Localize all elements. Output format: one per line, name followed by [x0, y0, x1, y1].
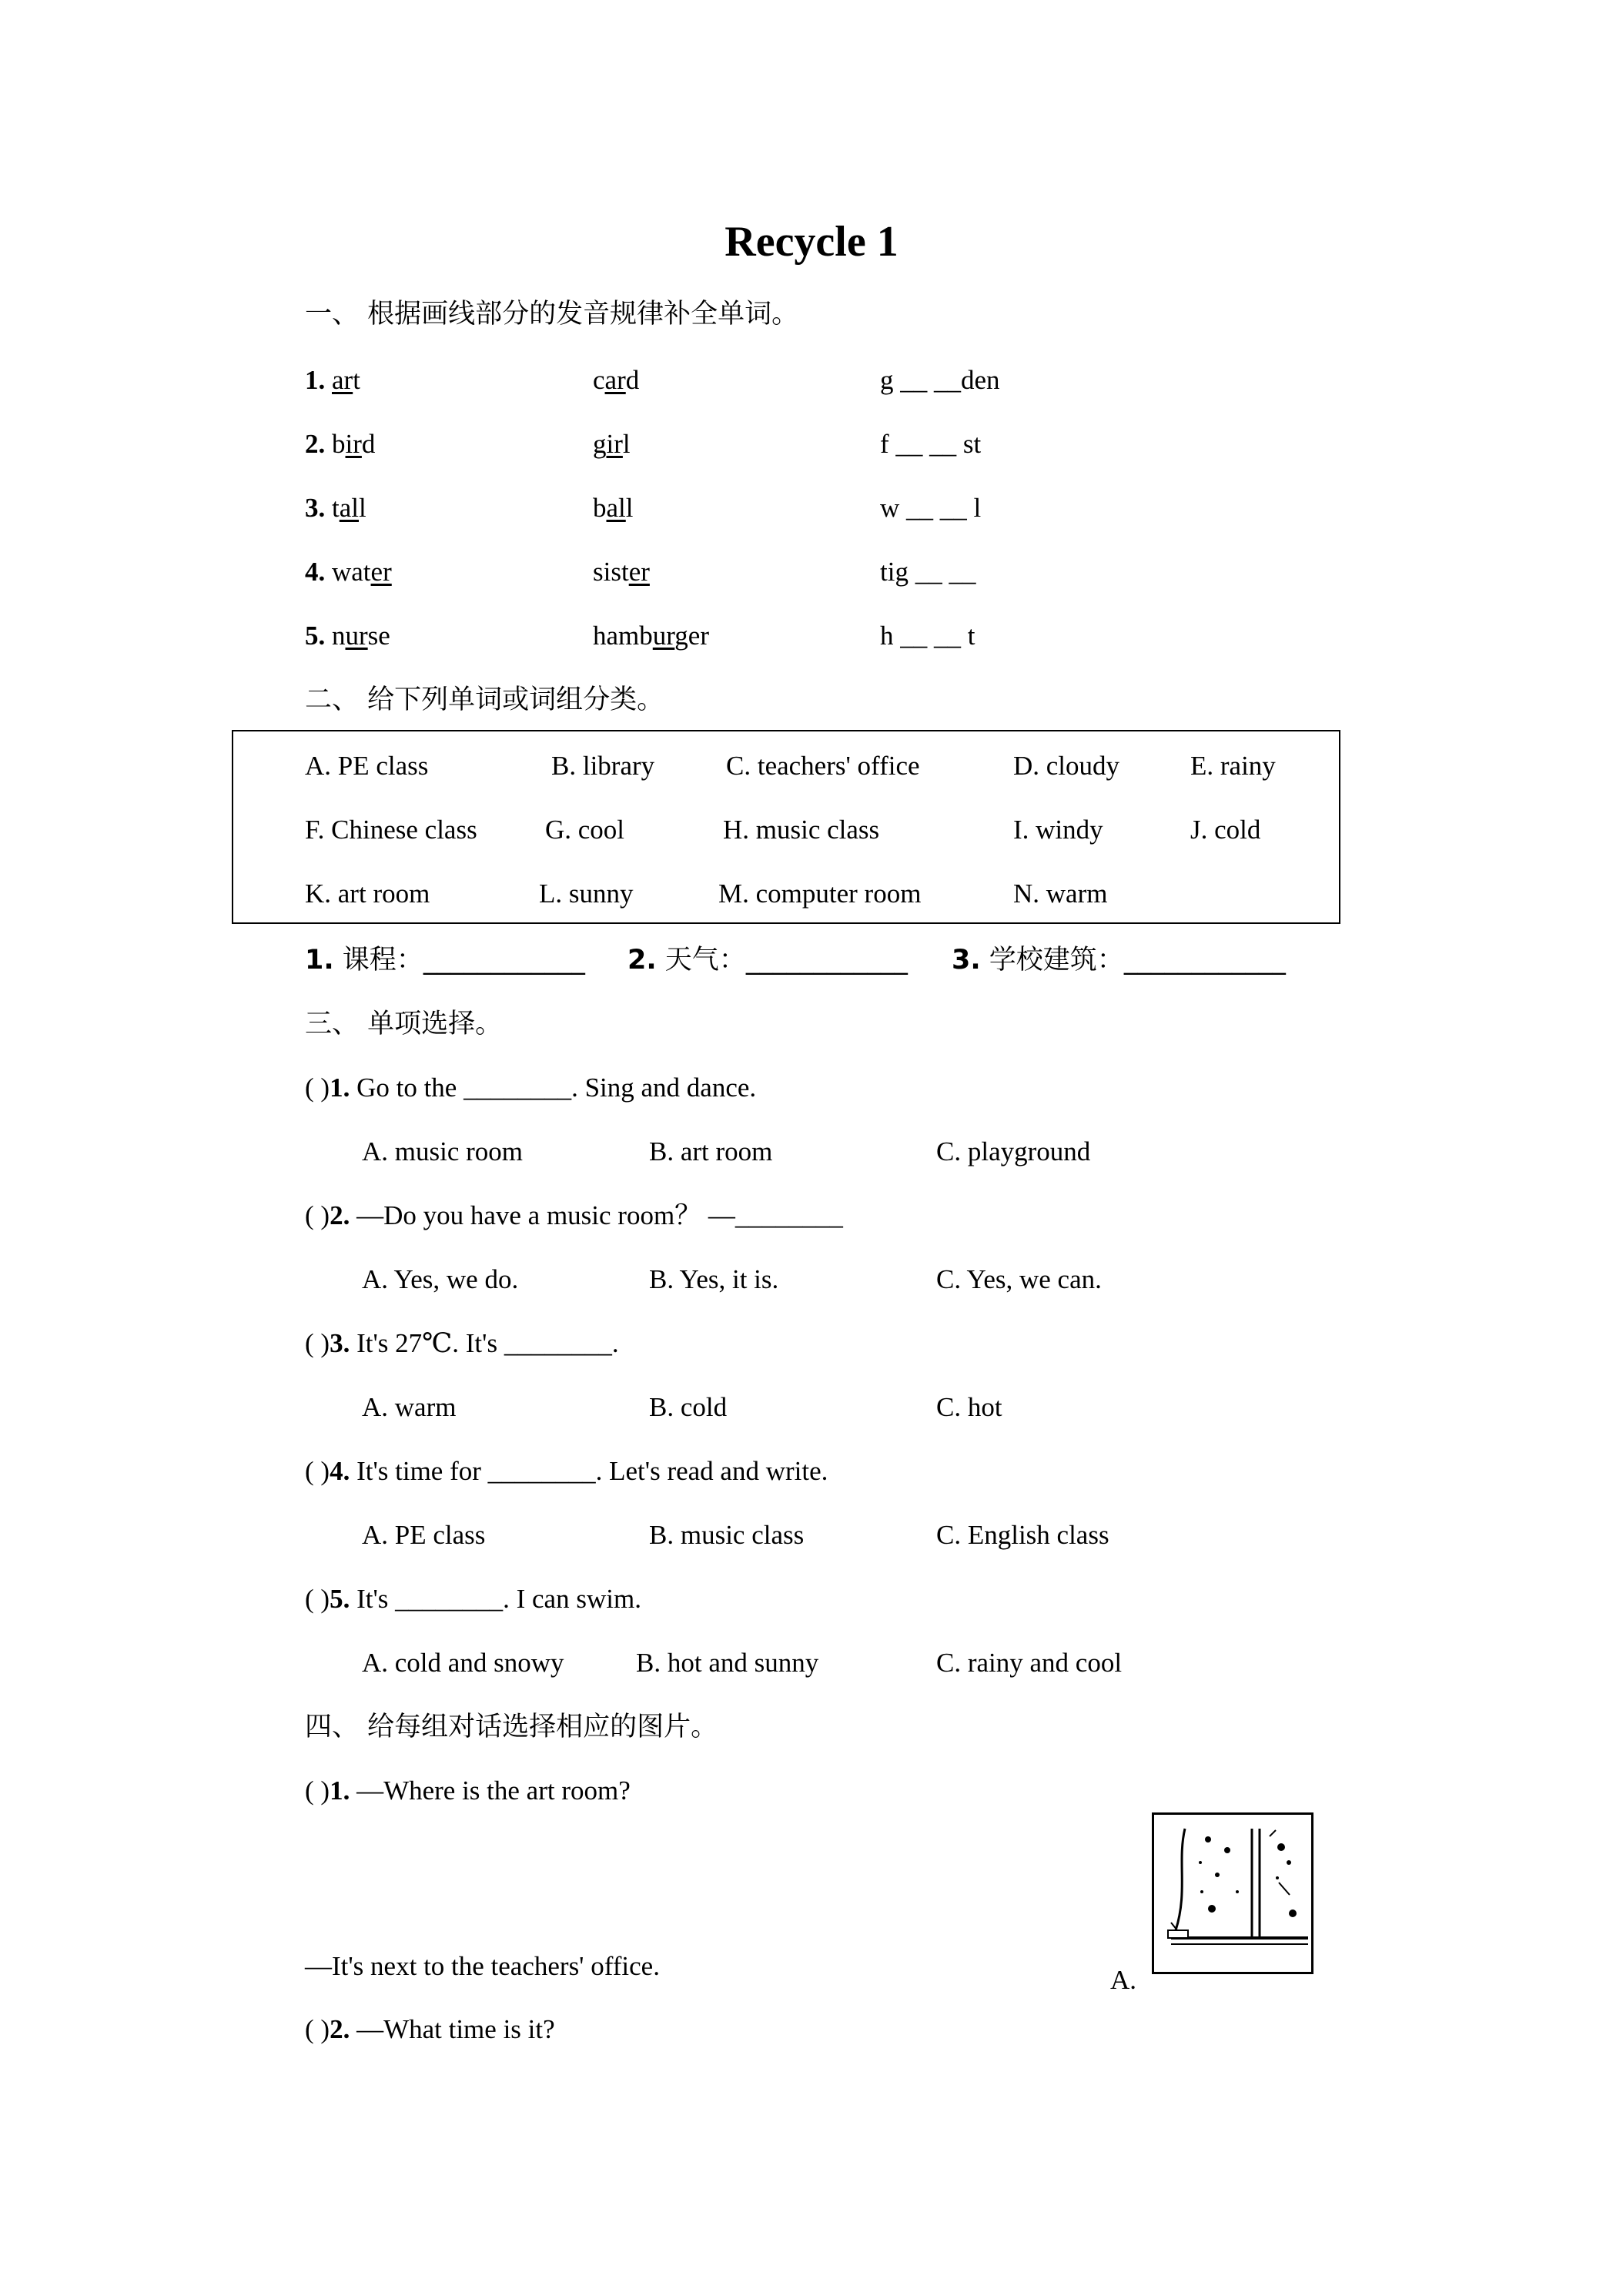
section2-heading: 二、 给下列单词或词组分类。 [305, 684, 664, 715]
question-5: ( )5. It's ________. I can swim. [305, 1584, 641, 1614]
blank-word-3: w __ __ l [880, 493, 982, 523]
page-title: Recycle 1 [724, 218, 899, 266]
word-2a: 2. bird [305, 429, 376, 459]
snowy-window-icon [1154, 1815, 1311, 1972]
blank-word-4: tig __ __ [880, 557, 976, 587]
word-bank-item: H. music class [723, 815, 880, 845]
word-bank-item: E. rainy [1190, 751, 1276, 781]
word-bank-item: I. windy [1013, 815, 1103, 845]
question-2: ( )2. —Do you have a music room？ —________ [305, 1200, 843, 1230]
category-weather: 2. 天气：____________ [627, 945, 908, 976]
snowy-window-picture [1152, 1812, 1313, 1974]
word-bank-item: K. art room [305, 879, 430, 909]
word-3b: ball [593, 493, 634, 523]
word-bank-item: F. Chinese class [305, 815, 477, 845]
word-bank-item: N. warm [1013, 879, 1108, 909]
dialogue-1-answer: —It's next to the teachers' office. [305, 1951, 660, 1981]
option-a: A. cold and snowy [362, 1648, 564, 1678]
dialogue-1-question: ( )1. —Where is the art room? [305, 1776, 631, 1806]
word-2b: girl [593, 429, 631, 459]
picture-a-label: A. [1110, 1965, 1137, 1995]
word-bank-item: J. cold [1190, 815, 1261, 845]
word-1a: 1. art [305, 365, 360, 395]
option-c: C. hot [936, 1392, 1002, 1422]
word-bank-item: C. teachers' office [726, 751, 920, 781]
question-3: ( )3. It's 27℃. It's ________. [305, 1328, 619, 1358]
section3-heading: 三、 单项选择。 [305, 1009, 503, 1039]
word-3a: 3. tall [305, 493, 366, 523]
category-courses: 1. 课程：____________ [305, 945, 585, 976]
blank-word-5: h __ __ t [880, 621, 975, 651]
category-buildings: 3. 学校建筑：____________ [952, 945, 1286, 976]
question-1: ( )1. Go to the ________. Sing and dance. [305, 1073, 757, 1103]
word-5a: 5. nurse [305, 621, 390, 651]
option-a: A. Yes, we do. [362, 1264, 519, 1294]
word-1b: card [593, 365, 640, 395]
option-b: B. Yes, it is. [649, 1264, 779, 1294]
option-c: C. playground [936, 1136, 1091, 1166]
option-b: B. hot and sunny [636, 1648, 819, 1678]
option-a: A. warm [362, 1392, 457, 1422]
word-bank-item: G. cool [545, 815, 625, 845]
question-4: ( )4. It's time for ________. Let's read and write. [305, 1456, 828, 1486]
option-b: B. art room [649, 1136, 773, 1166]
section1-heading: 一、 根据画线部分的发音规律补全单词。 [305, 299, 799, 330]
word-bank-item: D. cloudy [1013, 751, 1120, 781]
option-b: B. music class [649, 1520, 805, 1550]
blank-word-1: g __ __den [880, 365, 1000, 395]
option-c: C. Yes, we can. [936, 1264, 1102, 1294]
word-bank-item: A. PE class [305, 751, 429, 781]
section4-heading: 四、 给每组对话选择相应的图片。 [305, 1712, 718, 1742]
word-bank-item: B. library [551, 751, 655, 781]
word-4a: 4. water [305, 557, 392, 587]
word-4b: sister [593, 557, 650, 587]
blank-word-2: f __ __ st [880, 429, 982, 459]
dialogue-2-question: ( )2. —What time is it? [305, 2014, 555, 2044]
option-a: A. PE class [362, 1520, 486, 1550]
word-5b: hamburger [593, 621, 709, 651]
option-c: C. English class [936, 1520, 1109, 1550]
option-b: B. cold [649, 1392, 728, 1422]
word-bank-item: M. computer room [718, 879, 922, 909]
word-bank-item: L. sunny [539, 879, 634, 909]
option-a: A. music room [362, 1136, 524, 1166]
option-c: C. rainy and cool [936, 1648, 1123, 1678]
